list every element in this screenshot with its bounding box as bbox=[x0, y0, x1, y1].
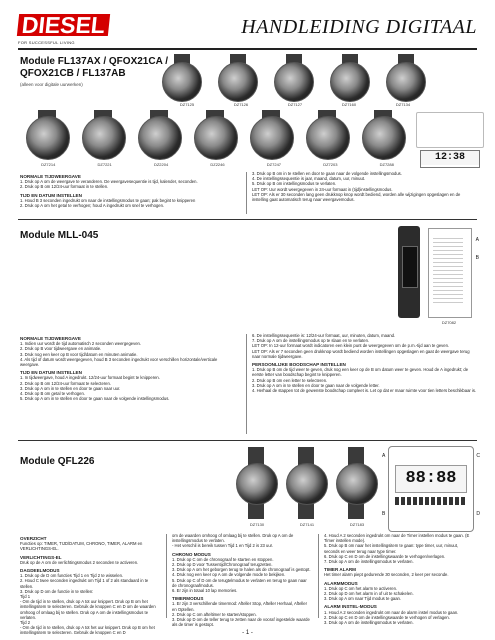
instruction-line: 6. Er zijn in totaal 10 lap memories. bbox=[172, 588, 238, 594]
module3-lcd-diagram: 88:88 A C B D bbox=[388, 446, 474, 532]
instruction-line: LET OP: In 12-uur formaat wordt indicatoren een klein punt de weergegeven om de p.m.-tijd aan te geven. bbox=[252, 343, 450, 349]
instruction-line: 4. Druk op B om getal te verhogen. bbox=[20, 391, 85, 397]
instruction-line: 4. Druk nog een keer op A om de volgende mode te bekijken. bbox=[172, 572, 286, 578]
column-divider bbox=[318, 534, 319, 618]
section-heading: VERLICHTINGS-EL bbox=[20, 554, 62, 560]
watch-image bbox=[194, 116, 238, 160]
model-label: DZ7126 bbox=[233, 102, 249, 107]
page-title: HANDLEIDING DIGITAAL bbox=[241, 16, 477, 38]
section-heading: ALARM INSTEL-MODUS bbox=[324, 604, 377, 610]
watch-image bbox=[362, 116, 406, 160]
model-label: DZ7221 bbox=[97, 162, 112, 167]
section-heading: NORMALE TIJDWEERGAVE bbox=[20, 174, 81, 179]
instruction-line: 2. Houd C twee seconden ingedrukt om Tijd 1 of 2 als standaard in te stellen. bbox=[20, 578, 149, 589]
instruction-line: 5. Druk op B om instellingsmodus te verlaten. bbox=[252, 181, 337, 187]
instruction-line: 2. Druk op A om het getal te verhogen; houd A ingedrukt om snel te verhogen. bbox=[20, 203, 165, 209]
instruction-line: - Om de tijd in te stellen, druk op A tot het uur knippert. Druk op B om het instellingsitem te selecteren. Gebruik de knoppen C en D bbox=[20, 625, 155, 636]
instruction-line: 1. Druk op C om het alarm te activeren. bbox=[324, 585, 398, 591]
instruction-line: 4. De instellingssequentie is jaar, maand, datum, uur, minuut. bbox=[252, 176, 366, 182]
watch-image bbox=[386, 62, 426, 102]
module2-col2 bbox=[252, 333, 477, 393]
instruction-line: 2. Druk op B om 12/24-uur formaat te selecteren. bbox=[20, 380, 112, 386]
instruction-line: 2. Druk op B om 12/24-uur formaat in te stellen. bbox=[20, 184, 109, 190]
watch-image bbox=[306, 116, 350, 160]
section-heading: PERSOONLIJKE BOODSCHAP INSTELLEN bbox=[252, 362, 346, 368]
instruction-line: 2. Druk op D voor Tussentijd/Chronograaf terugzetten. bbox=[172, 562, 273, 568]
instruction-line: 3. Druk op A om in te stellen en door te gaan naar de volgende letter. bbox=[252, 382, 380, 388]
instruction-line: LET OP: Als er 30 seconden lang geen drukknop knop wordt bediend, worden alle wijzigingen opgeslagen en de instelling gaat automatisch terug naar weergavemodus. bbox=[252, 191, 461, 203]
module3-col3 bbox=[324, 533, 474, 625]
module1-watch-gallery-2 bbox=[20, 110, 415, 174]
module3-watch-gallery bbox=[232, 447, 382, 525]
instruction-line: 5. Druk op C of D om de terugtelmodus te verlaten en terug te gaan naar de chronograafmodus. bbox=[172, 577, 307, 588]
instruction-line: 4. Houd A 2 seconden ingedrukt om naar de Timer instellen modus te gaan. (E Timer instellen mode). bbox=[324, 533, 470, 544]
lcd-time: 12:38 bbox=[421, 151, 479, 165]
instruction-line: 2. Druk op D om het alarm in of uit te schakelen. bbox=[324, 591, 414, 597]
section-divider bbox=[18, 440, 477, 441]
module1-watch-outline bbox=[416, 112, 484, 148]
instruction-line: 1. Druk op A om de weergave te veranderen. De weergavesequentie is tijd, kalender, seconden. bbox=[20, 179, 198, 185]
module1-title: Module FL137AX / QFOX21CA / QFOX21CB / FL137AB bbox=[20, 56, 168, 79]
instruction-line: 1. Indien uur wordt de tijd automatisch 2 seconden weergegeven. bbox=[20, 341, 142, 347]
instruction-line: 4. Als tijd of datum wordt weergegeven, houd B 3 seconden ingedrukt voor verschillen horizontale/verticale weergave. bbox=[20, 356, 218, 368]
watch-image bbox=[330, 62, 370, 102]
instruction-line: 4. Herhaal de stappen tot de gewenste boodschap compleet is. Let op dat er maar ruimte voor tien letters beschikbaar is. bbox=[252, 388, 477, 394]
watch-image bbox=[138, 116, 182, 160]
model-row-1 bbox=[160, 102, 430, 107]
section-heading: TIJD EN DATUM INSTELLEN bbox=[20, 192, 82, 198]
instruction-line: - Het verschil is bereik tussen Tijd 1 en Tijd 2 is 23 uur. bbox=[172, 543, 274, 549]
brand-logo bbox=[18, 14, 110, 44]
watch-image bbox=[274, 62, 314, 102]
section-heading: TIMER ALARM bbox=[324, 567, 356, 573]
instruction-line: 2. Druk op C om afteltimer te starten/stoppen. bbox=[172, 611, 257, 617]
model-label: DZ7141 bbox=[299, 522, 315, 527]
model-row-3 bbox=[232, 522, 382, 527]
instruction-line: 1. Er zijn 3 verschillende timermod: Afteller Stop, Afteller Herhaal, Afteller en Optellen. bbox=[172, 601, 307, 612]
watch-image bbox=[82, 116, 126, 160]
instruction-line: Druk op de A om de verlichtingsmodus 2 seconden te activeren. bbox=[20, 559, 139, 565]
model-label: DZ7183 bbox=[349, 522, 365, 527]
instruction-line: 3. Druk op A om in te stellen en door te gaan naar uur. bbox=[20, 385, 121, 391]
module1-subtitle: (alleen voor digitale uurwerken) bbox=[20, 82, 83, 87]
instruction-line: 2. Druk op B om een letter te selecteren. bbox=[252, 377, 328, 383]
instruction-line: LET OP: Uur wordt weergegeven in 24-uur formaat in (tijd)instellingsmodus. bbox=[252, 186, 393, 192]
section-divider bbox=[18, 219, 477, 220]
model-label: DZ2246 bbox=[210, 162, 225, 167]
instruction-line: 3. Druk op A om naar Tijd modus te gaan. bbox=[324, 596, 402, 602]
model-label: DZ7288 bbox=[379, 162, 394, 167]
instruction-line: 1. Houd A 2 seconden ingedrukt om naar de alarm instel modus te gaan. bbox=[324, 609, 459, 615]
watch-image bbox=[218, 62, 258, 102]
instruction-line: LET OP: Als er 7 seconden geen drukknop wordt bediend worden instellingen opgeslagen en gaat de weergave terug naar normale tijdweergave. bbox=[252, 348, 470, 359]
instruction-line: - Om de tijd in te stellen, druk op A tot uur knippert. Druk op B om het instellingsitem te selecteren. Gebruik de knoppen C en D om de waarden omhoog of omlaag bij te stellen. Druk op A om de instellingsmodus te verlaten. bbox=[20, 599, 156, 620]
instruction-line: 6. De instellingssequentie is: 12/24-uur formaat, uur, minuten, datum, maand. bbox=[252, 333, 396, 338]
module3-col1 bbox=[20, 533, 160, 636]
section-heading: TIJD EN DATUM INSTELLEN bbox=[20, 370, 82, 376]
section-heading: CHRONO MODUS bbox=[172, 551, 211, 557]
instruction-line: Functies op: TIMER, TIJD/DATUM, CHRONO, TIMER, ALARM en VERLICHTINGS-EL. bbox=[20, 541, 143, 552]
instruction-line: 2. Druk op C en D om de instellingswaarde te verhogen of verlagen. bbox=[324, 614, 450, 620]
instruction-line: Tijd 2 bbox=[20, 620, 31, 626]
model-label: DZ7130 bbox=[249, 522, 265, 527]
watch-image bbox=[250, 116, 294, 160]
section-heading: OVERZICHT bbox=[20, 536, 47, 541]
section-heading: NORMALE TIJDWEERGAVE bbox=[20, 336, 81, 341]
section-heading: DAGDEELMODUS bbox=[20, 568, 60, 574]
instruction-line: 3. Druk op A om het geborgen terug te halen als de chronograaf is gestopt. bbox=[172, 567, 311, 573]
instruction-line: 1. Houd B 3 seconden ingedrukt om naar de instellingsmodus te gaan; pak begint te knipperen bbox=[20, 197, 196, 203]
instruction-line: 3. Druk op D om de functie in te stellen: bbox=[20, 588, 94, 594]
instruction-line: om de waarden omhoog of omlaag bij te stellen. Druk op A om de instellingsmodus te verlaten. bbox=[172, 533, 294, 544]
instruction-line: Tijd 1 bbox=[20, 594, 31, 600]
column-divider bbox=[246, 172, 247, 214]
brand-tagline: FOR SUCCESSFUL LIVING bbox=[18, 40, 75, 45]
instruction-line: 1. Druk op B om de tijd weer te geven, druk nog een keer op de B om datum weer te geven. Houd de A ingedrukt; de eerste letter van boodschap begint te knipperen. bbox=[252, 367, 469, 378]
module3-title: Module QFL226 bbox=[20, 456, 95, 467]
lcd-digits: 88:88 bbox=[395, 465, 467, 493]
instruction-line: 3. Druk op A om de instellingsmodus te verlaten. bbox=[324, 620, 414, 626]
watch-image bbox=[336, 463, 378, 505]
instruction-line: 6. Druk op C en D om de instellingswaarde te verhogen/verlagen. bbox=[324, 553, 446, 559]
watch-image bbox=[236, 463, 278, 505]
column-divider bbox=[166, 534, 167, 618]
model-label: DZ7203 bbox=[323, 162, 338, 167]
module3-col2 bbox=[172, 533, 312, 627]
instruction-line: 3. Druk nog een keer op B voor tijd/datum en minuten animatie. bbox=[20, 351, 138, 357]
model-label: DZ7082 bbox=[441, 320, 457, 325]
section-heading: TIMERMODUS bbox=[172, 596, 204, 602]
module1-lcd-diagram bbox=[420, 150, 480, 168]
instruction-line: 3. Druk op B om in te stellen en door te gaan naar de volgende instellingsmodus. bbox=[252, 171, 402, 176]
model-row-2 bbox=[20, 162, 415, 167]
instruction-line: 1. Druk op C om de chronograaf te starten en stoppen. bbox=[172, 556, 274, 562]
watch-image bbox=[286, 463, 328, 505]
module2-diagram: A B bbox=[428, 228, 472, 318]
model-label: DZ7214 bbox=[41, 162, 56, 167]
module1-col2 bbox=[252, 171, 477, 202]
instruction-line: 3. Druk op D om de teller terug te zetten naar de vooraf ingestelde waarde als de timer is gestopt. bbox=[172, 617, 310, 628]
instruction-line: 5. Druk op B om naar het instellingsitem te gaan: type timer, uur, minuut, seconds en weer terug naar type timer. bbox=[324, 543, 459, 554]
section-heading: ALARMMODUS bbox=[324, 580, 358, 586]
instruction-line: 2. Druk op B voor tijdweergave en animatie. bbox=[20, 346, 102, 352]
instruction-line: 5. Druk op A om in te stellen en door te gaan naar de volgende instellingsmodus. bbox=[20, 396, 170, 402]
model-label: DZ7160 bbox=[341, 102, 357, 107]
model-label: DZ7247 bbox=[266, 162, 282, 167]
header-divider bbox=[18, 48, 477, 50]
column-divider bbox=[246, 334, 247, 434]
watch-image bbox=[162, 62, 202, 102]
brand-name: DIESEL bbox=[17, 14, 110, 36]
watch-image bbox=[26, 116, 70, 160]
module2-col1 bbox=[20, 333, 235, 401]
instruction-line: 1. Druk op de D om functies Tijd 1 en Tijd 2 te wisselen. bbox=[20, 573, 124, 579]
module2-led-display bbox=[402, 246, 418, 288]
model-label: DZ7125 bbox=[179, 102, 195, 107]
model-label: DZ7134 bbox=[395, 102, 411, 107]
instruction-line: 7. Druk op A om de instellingsmodus op te slaan en te verlaten. bbox=[252, 338, 370, 344]
model-label: DZ2204 bbox=[153, 162, 169, 167]
module2-title: Module MLL-045 bbox=[20, 230, 99, 241]
module1-col1 bbox=[20, 171, 235, 208]
model-label: DZ7127 bbox=[287, 102, 303, 107]
instruction-line: 1. In tijdweergave, houd A ingedrukt. 12/24-uur formaat begint te knipperen. bbox=[20, 375, 160, 381]
instruction-line: Het timer alarm piept gedurende 30 seconden, 2 keer per seconde. bbox=[324, 572, 449, 578]
instruction-line: 7. Druk op A om de instellingsmodus te verlaten. bbox=[324, 559, 414, 565]
page-number: - 1 - bbox=[242, 630, 253, 636]
